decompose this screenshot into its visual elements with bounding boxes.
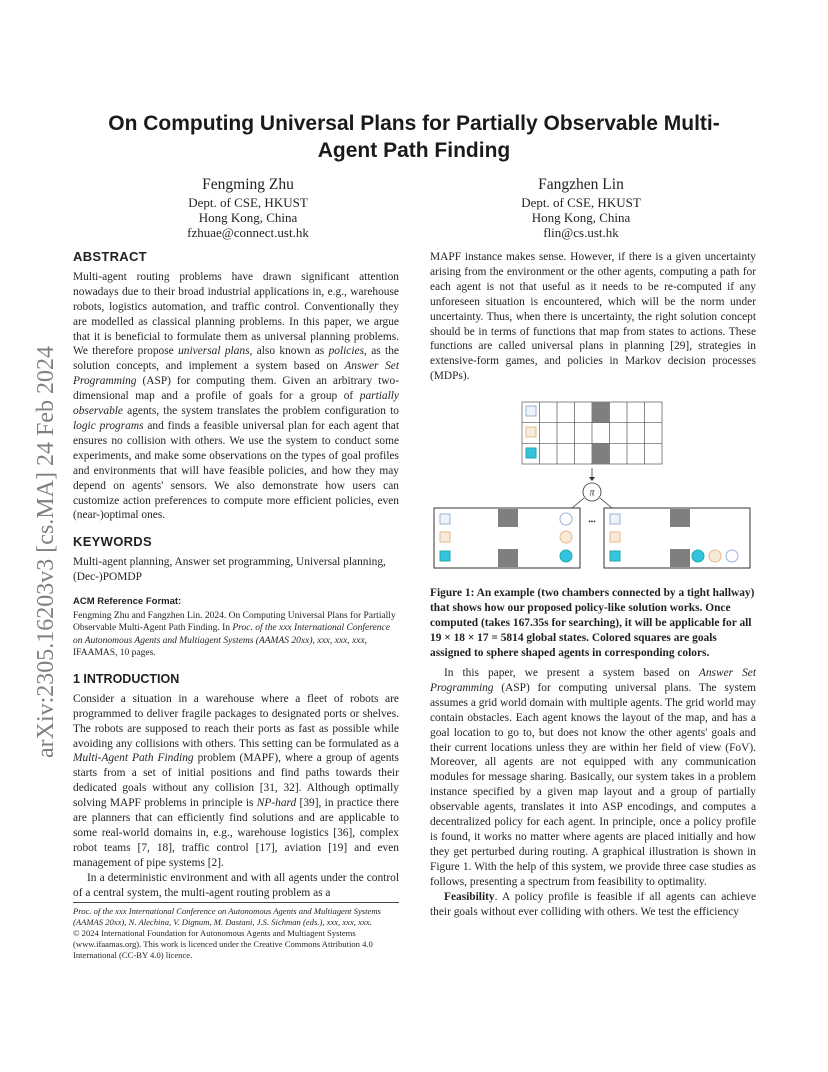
- abstract-text: Multi-agent routing problems have drawn significant attention nowadays due to their broad industrial applications in, e.g., warehouse robots, logistics automation, and traffic control. Conventionally they are modelled as classical planning problems. In this paper, we argue that it is beneficial to formulate them as universal planning problems. We therefore propose universal plans, also known as policies, as the solution concepts, and implement a system based on Answer Set Programming (ASP) for computing them. Given an arbitrary two-dimensional map and a profile of goals for a group of partially observable agents, the system translates the problem configuration to logic programs and finds a feasible universal plan for each agent that ensures no collision with others. We use the system to conduct some experiments, and make some observations on the types of goal profiles and environments that will have feasible policies, and how they may depend on agents' sensors. We also demonstrate how users can customize action preferences to compute more efficient policies, even (near-)optimal ones.: [73, 270, 399, 522]
- right-column-top: [430, 250, 756, 384]
- grid-obstacle: [670, 509, 690, 527]
- agent-blue: [560, 513, 572, 525]
- intro-paragraph-2: In a deterministic environment and with all agents under the control of a central system, the multi-agent routing problem as a: [73, 871, 399, 899]
- grid-obstacle: [592, 443, 610, 464]
- author-email: flin@cs.ust.hk: [543, 225, 619, 240]
- paper-title: On Computing Universal Plans for Partially Observable Multi-Agent Path Finding: [108, 112, 720, 162]
- author-block-1: [98, 175, 398, 240]
- acm-reference-text: Fengming Zhu and Fangzhen Lin. 2024. On Computing Universal Plans for Partially Observable Multi-Agent Path Finding. In Proc. of the xxx International Conference on Autonomous Agents and Multiagent Systems (AAMAS 20xx), xxx, xxx, xxx, IFAAMAS, 10 pages.: [73, 610, 396, 659]
- figure-1: [430, 398, 756, 573]
- abstract-heading: ABSTRACT: [73, 249, 147, 264]
- right-column-body: [430, 666, 756, 919]
- goal-square-orange: [610, 532, 620, 542]
- author-dept: Dept. of CSE, HKUST: [188, 195, 308, 210]
- goal-square-blue: [610, 514, 620, 524]
- goal-square-cyan: [610, 551, 620, 561]
- grid-obstacle: [670, 549, 690, 567]
- figure-1-caption: Figure 1: An example (two chambers connected by a tight hallway) that shows how our proposed policy-like solution works. Once computed (takes 167.35s for searching), it will be applicable for all 19 × 18 × 17 = 5814 global states. Colored squares are goals assigned to sphere shaped agents in corresponding colors.: [430, 587, 755, 659]
- agent-orange: [560, 531, 572, 543]
- goal-square-orange: [526, 427, 536, 437]
- author-city: Hong Kong, China: [531, 210, 631, 225]
- author-name: Fengming Zhu: [202, 176, 294, 193]
- keywords-heading: KEYWORDS: [73, 534, 152, 550]
- arxiv-stamp: [22, 280, 62, 760]
- goal-square-orange: [440, 532, 450, 542]
- arxiv-stamp-text: arXiv:2305.16203v3 [cs.MA] 24 Feb 2024: [33, 346, 59, 758]
- author-dept: Dept. of CSE, HKUST: [521, 195, 641, 210]
- ellipsis: •••: [588, 518, 596, 526]
- goal-square-blue: [440, 514, 450, 524]
- acm-reference-heading: ACM Reference Format:: [73, 596, 182, 608]
- footnote: Proc. of the xxx International Conference on Autonomous Agents and Multiagent Systems (AAMAS 20xx), N. Alechina, V. Dignum, M. Dastani, J.S. Sichman (eds.), xxx, xxx, xxx. © 2024 International Foundation for Autonomous Agents and Multiagent Systems (www.ifaamas.org). This work is licenced under the Creative Commons Attribution 4.0 International (CC-BY 4.0) licence.: [73, 902, 399, 961]
- author-name: Fangzhen Lin: [538, 176, 624, 193]
- grid-obstacle: [498, 509, 518, 527]
- goal-square-cyan: [526, 448, 536, 458]
- author-email: fzhuae@connect.ust.hk: [187, 225, 309, 240]
- right-paragraph-1: In this paper, we present a system based on Answer Set Programming (ASP) for computing universal plans. The system assumes a grid world domain with multiple agents. The grid world may contain obstacles. Each agent knows the layout of the map, and has a goal location to go to, but does not know the other agents' goals and their current locations unless they are within her field of view (FoV). Moreover, all agents are not equipped with any communication modules for message sharing. Basically, our system takes in a problem instance specified by a given map layout and a group of partially observable agents, translates it into ASP encodings, and computes a decentralized policy for each agent. In principle, once a policy profile is found, it works no matter where agents are placed initially and how they get perturbed during routing. A graphical illustration is shown in Figure 1. With the help of this system, we provide three case studies as follows, presenting a spectrum from feasibility to optimality.: [430, 667, 756, 888]
- author-city: Hong Kong, China: [198, 210, 298, 225]
- agent-blue: [726, 550, 738, 562]
- intro-paragraph-1: Consider a situation in a warehouse where a fleet of robots are programmed to deliver fragile packages to designated ports or shelves. The robots are supposed to reach their ports as fast as possible while avoiding any collisions with others. This setting can be formulated as a Multi-Agent Path Finding problem (MAPF), where a group of agents starts from a set of initial positions and find paths towards their dedicated goals without any collision [31, 32]. Although optimally solving MAPF problems in principle is NP-hard [39], in practice there are planners that can efficiently find solutions and are applicable to some real-world domains in, e.g., warehouse logistics [36], complex robot teams [7, 18], traffic control [17], aviation [19] and even management of pipe systems [2].: [73, 692, 399, 869]
- agent-orange: [709, 550, 721, 562]
- goal-square-blue: [526, 406, 536, 416]
- author-block-2: [431, 175, 731, 240]
- right-paragraph-2: Feasibility. A policy profile is feasible if all agents can achieve their goals without ever colliding with others. We test the efficiency: [430, 890, 756, 918]
- right-top-paragraph: MAPF instance makes sense. However, if there is a given uncertainty arising from the environment or the other agents, computing a path for each agent is not that useful as it needs to be re-computed if any unforeseen situation is encountered, which will be the norm under uncertainty. Thus, when there is uncertainty, the right solution concept should be in terms of functions that map from states to actions. These functions are called universal plans in planning [29], strategies in extensive-form games, and policies in Markov decision processes (MDPs).: [430, 251, 756, 383]
- policy-symbol: π: [589, 487, 595, 499]
- figure-1-diagram: [430, 398, 756, 573]
- grid-obstacle: [498, 549, 518, 567]
- keywords-text: Multi-agent planning, Answer set programming, Universal planning, (Dec-)POMDP: [73, 556, 386, 584]
- introduction-heading: 1 INTRODUCTION: [73, 671, 180, 686]
- grid-obstacle: [592, 402, 610, 423]
- goal-square-cyan: [440, 551, 450, 561]
- left-column: [73, 250, 399, 901]
- agent-cyan: [560, 550, 572, 562]
- agent-cyan: [692, 550, 704, 562]
